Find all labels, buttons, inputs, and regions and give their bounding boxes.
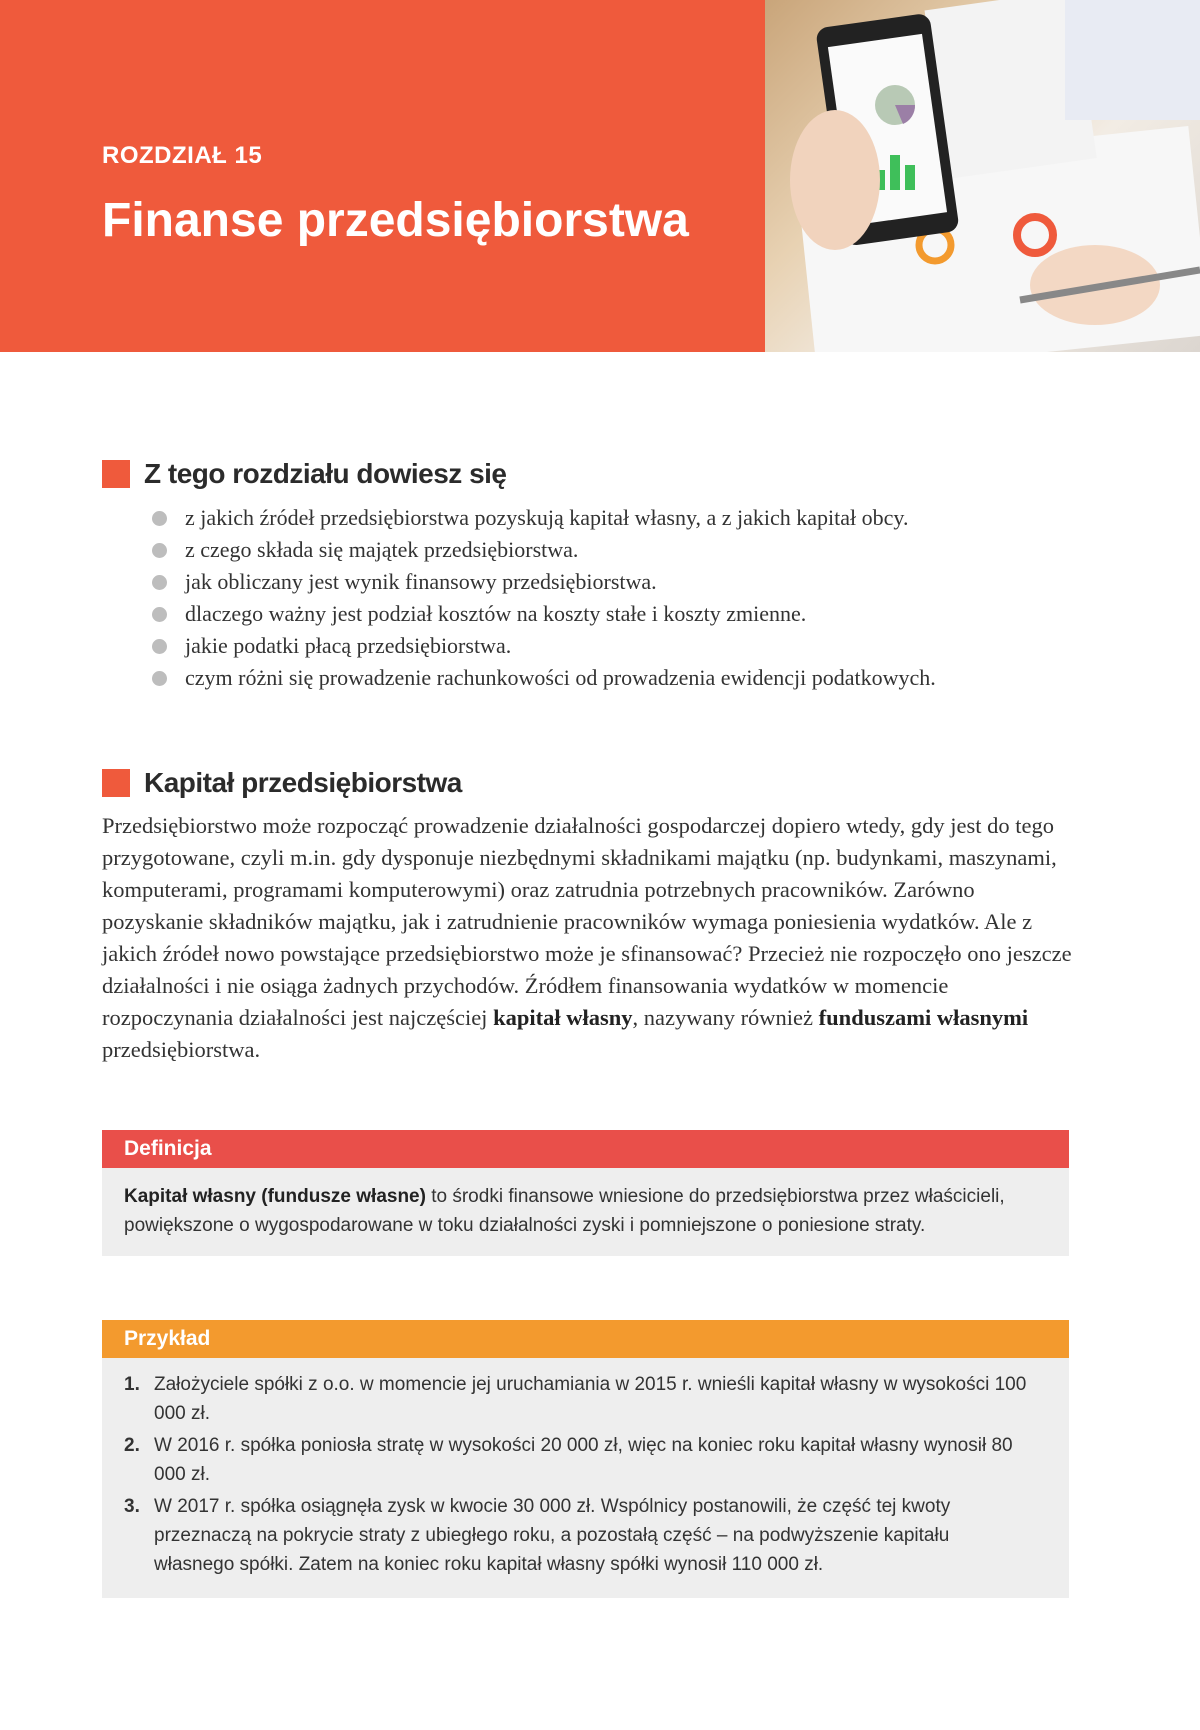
heading-square-icon <box>102 460 130 488</box>
bullet-dot-icon <box>152 543 167 558</box>
list-item: 2. W 2016 r. spółka poniosła stratę w wysokości 20 000 zł, więc na koniec roku kapitał własny wynosił 80 000 zł. <box>124 1435 1013 1485</box>
learn-section-heading <box>102 458 507 490</box>
list-item: dlaczego ważny jest podział kosztów na koszty stałe i koszty zmienne. <box>152 598 1152 630</box>
bullet-dot-icon <box>152 575 167 590</box>
header-photo <box>765 0 1200 352</box>
list-item: czym różni się prowadzenie rachunkowości od prowadzenia ewidencji podatkowych. <box>152 662 1152 694</box>
bullet-dot-icon <box>152 511 167 526</box>
chapter-header <box>0 0 765 352</box>
bullet-dot-icon <box>152 639 167 654</box>
finance-photo-illustration <box>765 0 1200 352</box>
capital-paragraph: Przedsiębiorstwo może rozpocząć prowadzenie działalności gospodarczej dopiero wtedy, gdy jest do tego przygotowane, czyli m.in. gdy dysponuje niezbędnymi składnikami majątku (np. budynkami, maszynami, komputerami, programami komputerowymi) oraz zatrudnia potrzebnych pracowników. Zarówno pozyskanie składników majątku, jak i zatrudnienie pracowników wymaga poniesienia wydatków. Ale z jakich źródeł nowo powstające przedsiębiorstwo może je sfinansować? Przecież nie rozpoczęło ono jeszcze działalności i nie osiąga żadnych przychodów. Źródłem finansowania wydatków w momencie rozpoczynania działalności jest najczęściej kapitał własny, nazywany również funduszami własnymi przedsiębiorstwa. <box>102 813 1072 1062</box>
definition-text: Kapitał własny (fundusze własne) to środki finansowe wniesione do przedsiębiorstwa przez właścicieli, powiększone o wygospodarowane w toku działalności zyski i pomniejszone o poniesione straty. <box>124 1186 1005 1236</box>
list-item: z jakich źródeł przedsiębiorstwa pozyskują kapitał własny, a z jakich kapitał obcy. <box>152 502 1152 534</box>
list-item: jakie podatki płacą przedsiębiorstwa. <box>152 630 1152 662</box>
chapter-label: ROZDZIAŁ 15 <box>102 142 263 169</box>
chapter-title: Finanse przedsiębiorstwa <box>102 194 689 247</box>
capital-section-title: Kapitał przedsiębiorstwa <box>144 767 462 798</box>
learn-section-title: Z tego rozdziału dowiesz się <box>144 458 507 489</box>
example-list <box>102 1358 1069 1598</box>
list-item: jak obliczany jest wynik finansowy przedsiębiorstwa. <box>152 566 1152 598</box>
term-fundusze-wlasne: funduszami własnymi <box>818 1005 1029 1030</box>
definition-label: Definicja <box>102 1130 1069 1168</box>
example-label: Przykład <box>102 1320 1069 1358</box>
learn-list <box>152 502 1152 694</box>
heading-square-icon <box>102 769 130 797</box>
example-box <box>102 1320 1069 1598</box>
definition-box <box>102 1130 1069 1256</box>
list-item: z czego składa się majątek przedsiębiorstwa. <box>152 534 1152 566</box>
bullet-dot-icon <box>152 671 167 686</box>
list-item: 3. W 2017 r. spółka osiągnęła zysk w kwocie 30 000 zł. Wspólnicy postanowili, że część tej kwoty przeznaczą na pokrycie straty z ubiegłego roku, a pozostałą część – na podwyższenie kapitału własnego spółki. Zatem na koniec roku kapitał własny spółki wynosił 110 000 zł. <box>124 1496 951 1575</box>
term-kapital-wlasny: kapitał własny <box>493 1005 633 1030</box>
capital-section-heading <box>102 767 462 799</box>
bullet-dot-icon <box>152 607 167 622</box>
list-item: 1. Założyciele spółki z o.o. w momencie jej uruchamiania w 2015 r. wnieśli kapitał własny w wysokości 100 000 zł. <box>124 1374 1027 1424</box>
